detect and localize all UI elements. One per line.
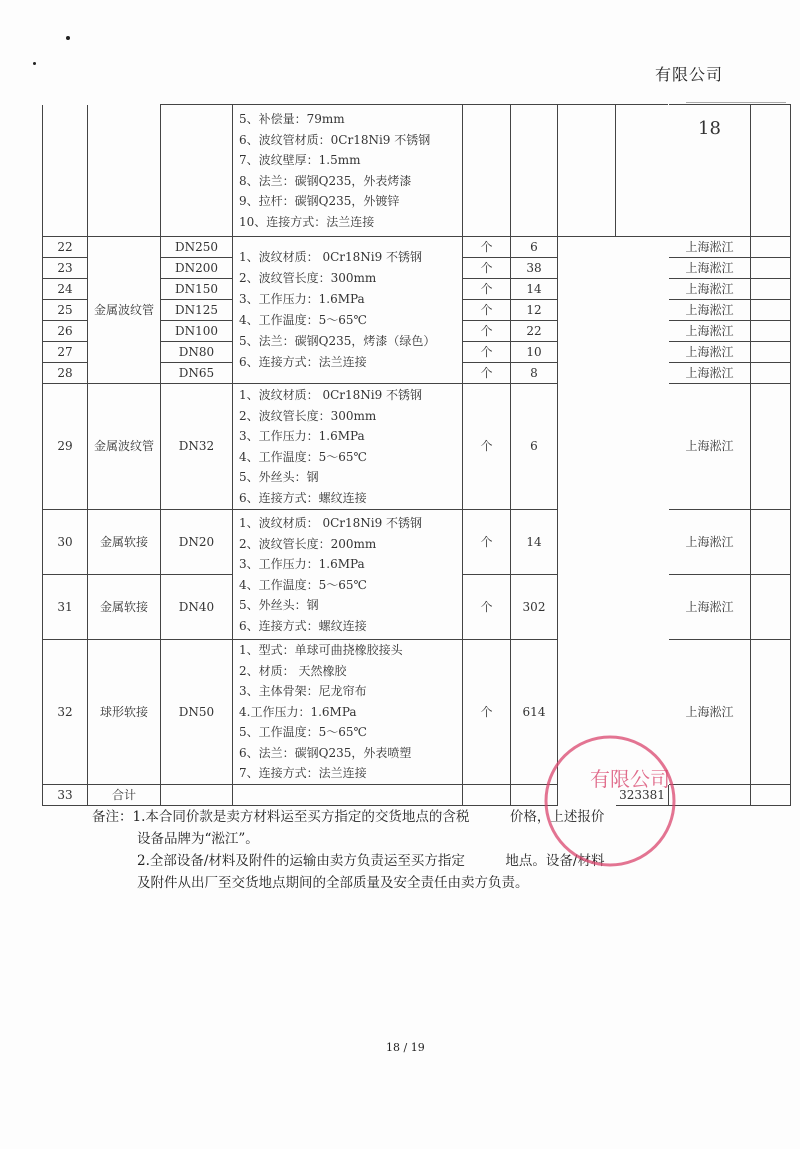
table-row: 30 金属软接 DN20 1、波纹材质： 0Cr18Ni9 不锈钢 2、波纹管长度：200mm 3、工作压力：1.6MPa 4、工作温度：5～65℃ 5、外丝头：钢 6、连接方式：螺纹连接 个 14 上海淞江 [43,510,791,575]
description-line: 5、外丝头：钢 [239,470,319,484]
description-line: 6、连接方式：螺纹连接 [239,618,367,633]
description-line: 3、工作压力：1.6MPa [239,292,365,306]
table-row: 28 DN65 个 8 上海淞江 [43,363,791,384]
description-line: 5、外丝头：钢 [239,598,319,612]
table-row: 27 DN80 个 10 上海淞江 [43,342,791,363]
description-line: 3、主体骨架：尼龙帘布 [239,684,367,699]
description-line: 9、拉杆：碳钢Q235，外镀锌 [239,194,400,208]
item-description [233,510,463,640]
scan-speck [33,62,36,65]
page-number: 18 / 19 [386,1041,425,1054]
description-line: 1、型式：单球可曲挠橡胶接头 [239,643,403,658]
description-line: 6、连接方式：法兰连接 [239,355,367,369]
header-divider [686,102,786,103]
description-line: 4、工作温度：5～65℃ [239,313,367,327]
contract-items-table [42,104,791,806]
company-seal [540,726,680,876]
table-row: 22 金属波纹管 DN250 1、波纹材质： 0Cr18Ni9 不锈钢 2、波纹管长度：300mm 3、工作压力：1.6MPa 4、工作温度：5～65℃ 5、法兰：碳钢Q235，烤漆（绿色） 6、连接方式：法兰连接 个 6 上海淞江 [43,237,791,258]
description-line: 6、连接方式：螺纹连接 [239,490,367,505]
description-line: 4、工作温度：5～65℃ [239,577,367,592]
description-line: 1、波纹材质： 0Cr18Ni9 不锈钢 [239,516,423,530]
table-row: 29 金属波纹管 DN32 1、波纹材质： 0Cr18Ni9 不锈钢 2、波纹管长度：300mm 3、工作压力：1.6MPa 4、工作温度：5～65℃ 5、外丝头：钢 6、连接方式：螺纹连接 个 6 上海淞江 [43,384,791,510]
description-line: 2、材质： 天然橡胶 [239,663,347,678]
description-line: 7、连接方式：法兰连接 [239,766,367,781]
table-row: 31 金属软接 DN40 个 302 上海淞江 [43,575,791,640]
total-row: 33 合计 323381 [43,785,791,806]
description-line: 4.工作压力：1.6MPa [239,704,357,719]
page-marker: 18 [669,105,751,237]
description-line: 6、法兰：碳钢Q235，外表喷塑 [239,745,412,760]
table-row: 25 DN125 个 12 上海淞江 [43,300,791,321]
table-row: 26 DN100 个 22 上海淞江 [43,321,791,342]
description-line: 4、工作温度：5～65℃ [239,449,367,464]
table-row: 23 DN200 个 38 上海淞江 [43,258,791,279]
item-description [233,237,463,384]
description-line: 8、法兰：碳钢Q235，外表烤漆 [239,173,412,188]
table-row: 32 球形软接 DN50 1、型式：单球可曲挠橡胶接头 2、材质： 天然橡胶 3、主体骨架：尼龙帘布 4.工作压力：1.6MPa 5、工作温度：5～65℃ 6、法兰：碳钢Q235，外表喷塑 7、连接方式：法兰连接 个 614 上海淞江 [43,640,791,785]
description-line: 5、法兰：碳钢Q235，烤漆（绿色） [239,334,436,348]
description-line: 1、波纹材质： 0Cr18Ni9 不锈钢 [239,250,423,264]
description-line: 1、波纹材质： 0Cr18Ni9 不锈钢 [239,388,423,402]
total-amount: 323381 [616,785,669,806]
description-line: 5、工作温度：5～65℃ [239,725,367,740]
description-line: 5、补偿量：79mm [239,112,345,126]
description-line: 7、波纹壁厚：1.5mm [239,153,361,167]
notes: 备注：1.本合同价款是卖方材料运至买方指定的交货地点的含税 价格，上述报价 设备品牌为“淞江”。 2.全部设备/材料及附件的运输由卖方负责运至买方指定 地点。设备/材料 及附件从出厂至交货地点期间的全部质量及安全责任由卖方负责。 [92,809,605,891]
scan-speck [66,36,70,40]
description-line: 2、波纹管长度：300mm [239,271,377,285]
table-row [43,105,791,237]
description-line: 2、波纹管长度：300mm [239,408,377,423]
item-description [233,105,463,237]
svg-text:有限公司: 有限公司 [590,767,670,791]
description-line: 10、连接方式：法兰连接 [239,214,375,229]
description-line: 6、波纹管材质：0Cr18Ni9 不锈钢 [239,132,431,147]
item-description [233,384,463,510]
description-line: 2、波纹管长度：200mm [239,536,377,551]
header-company: 有限公司 [655,65,724,84]
item-description [233,640,463,785]
description-line: 3、工作压力：1.6MPa [239,557,365,571]
table-row: 24 DN150 个 14 上海淞江 [43,279,791,300]
description-line: 3、工作压力：1.6MPa [239,429,365,443]
